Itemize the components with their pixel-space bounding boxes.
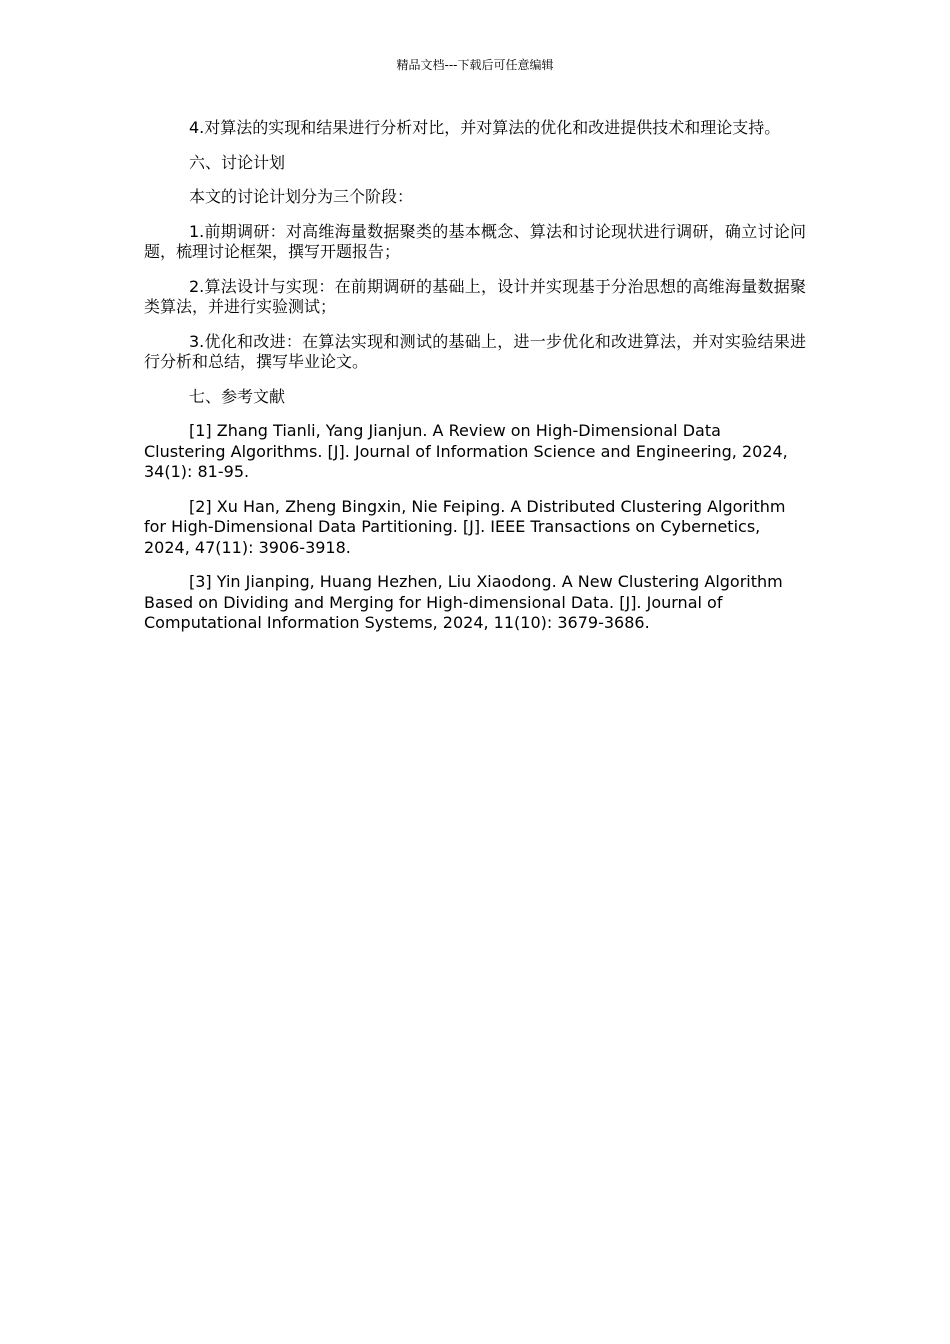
page-header: 精品文档---下载后可任意编辑: [396, 58, 554, 72]
section-heading-research-plan: 六、讨论计划: [189, 152, 286, 172]
document-body: [144, 118, 806, 648]
paragraph-plan-intro: 本文的讨论计划分为三个阶段：: [189, 187, 414, 206]
paragraph-item-4: 4.对算法的实现和结果进行分析对比，并对算法的优化和改进提供技术和理论支持。: [189, 118, 781, 137]
reference-item-2: [2] Xu Han, Zheng Bingxin, Nie Feiping. A Distributed Clustering Algorithm for High-Dimensional Data Partitioning. [J]. IEEE Transactions on Cybernetics, 2024, 47(11): 3906-3918.: [144, 496, 786, 557]
reference-item-3: [3] Yin Jianping, Huang Hezhen, Liu Xiaodong. A New Clustering Algorithm Based on Dividing and Merging for High-dimensional Data. [J]. Journal of Computational Information Systems, 2024, 11(10): 3679-3686.: [144, 572, 783, 632]
section-heading-references: 七、参考文献: [189, 386, 286, 406]
paragraph-stage-2: 2.算法设计与实现：在前期调研的基础上，设计并实现基于分治思想的高维海量数据聚类算法，并进行实验测试；: [144, 276, 806, 316]
paragraph-stage-1: 1.前期调研：对高维海量数据聚类的基本概念、算法和讨论现状进行调研，确立讨论问题，梳理讨论框架，撰写开题报告；: [144, 221, 806, 261]
paragraph-stage-3: 3.优化和改进：在算法实现和测试的基础上，进一步优化和改进算法，并对实验结果进行分析和总结，撰写毕业论文。: [144, 331, 806, 371]
reference-item-1: [1] Zhang Tianli, Yang Jianjun. A Review on High-Dimensional Data Clustering Algorithms. [J]. Journal of Information Science and Engineering, 2024, 34(1): 81-95.: [144, 421, 788, 481]
